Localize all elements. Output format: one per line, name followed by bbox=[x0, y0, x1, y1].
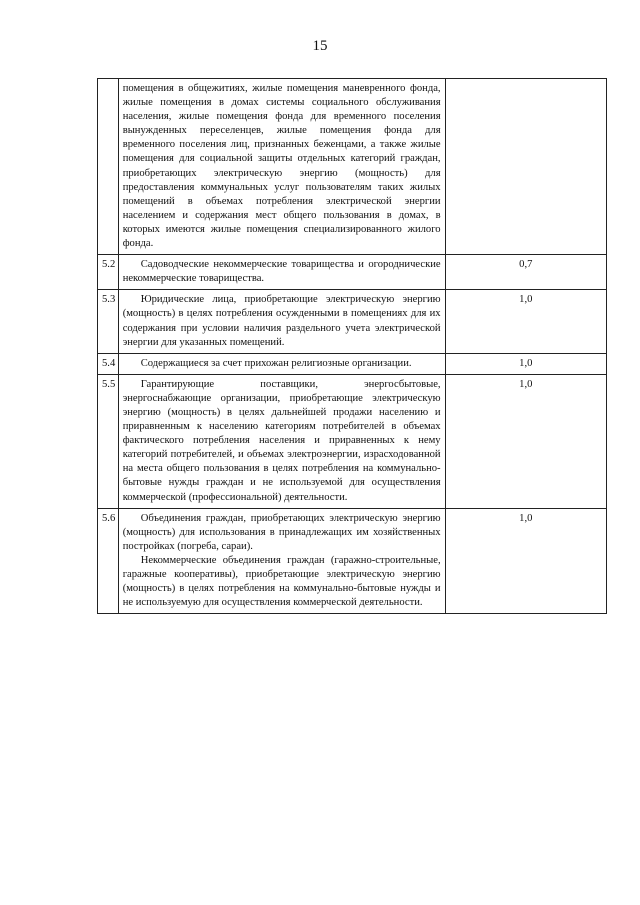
table-row bbox=[98, 255, 607, 290]
row-value: 1,0 bbox=[445, 508, 606, 614]
table-row bbox=[98, 79, 607, 255]
row-number: 5.2 bbox=[98, 255, 119, 290]
row-description bbox=[118, 79, 445, 255]
table-row bbox=[98, 508, 607, 614]
row-value: 1,0 bbox=[445, 290, 606, 353]
row-paragraph: Содержащиеся за счет прихожан религиозные организации. bbox=[140, 357, 412, 369]
row-value: 1,0 bbox=[445, 353, 606, 374]
tariff-table bbox=[97, 78, 607, 614]
row-description bbox=[118, 508, 445, 614]
page-number: 15 bbox=[312, 38, 328, 54]
row-number: 5.3 bbox=[98, 290, 119, 353]
row-description bbox=[118, 290, 445, 353]
row-paragraph: помещения в общежитиях, жилые помещения маневренного фонда, жилые помещения в домах системы социального обслуживания населения, жилые помещения фонда для временного поселения вынужденных переселенцев, жилые помещения фонда для временного поселения лиц, признанных беженцами, а также жилые помещения для социальной защиты отдельных категорий граждан, приобретающих электрическую энергию (мощность) для предоставления коммунальных услуг пользователям таких жилых помещений в объемах потребления электрической энергии населением и содержания мест общего пользования в домах, в которых имеются жилые помещения специализированного жилого фонда. bbox=[122, 83, 441, 250]
table-row bbox=[98, 290, 607, 353]
row-number: 5.5 bbox=[98, 374, 119, 508]
row-paragraph: Юридические лица, приобретающие электрическую энергию (мощность) в целях потребления осужденными в помещениях для их содержания при условии наличия раздельного учета электрической энергии для указанных помещений. bbox=[122, 294, 441, 348]
row-paragraph: Садоводческие некоммерческие товарищества и огороднические некоммерческие товарищества. bbox=[122, 259, 441, 285]
row-value bbox=[445, 79, 606, 255]
row-description bbox=[118, 255, 445, 290]
row-value: 1,0 bbox=[445, 374, 606, 508]
table-row bbox=[98, 374, 607, 508]
row-paragraph: Некоммерческие объединения граждан (гаражно-строительные, гаражные кооперативы), приобретающие электрическую энергию (мощность) в целях потребления на коммунально-бытовые нужды и не используемую для осуществления коммерческой деятельности. bbox=[122, 554, 441, 609]
row-paragraph: Объединения граждан, приобретающих электрическую энергию (мощность) для использования в принадлежащих им хозяйственных постройках (погреба, сараи). bbox=[122, 512, 441, 552]
row-description bbox=[118, 374, 445, 508]
row-paragraph: Гарантирующие поставщики, энергосбытовые, энергоснабжающие организации, приобретающие электрическую энергию (мощность) в целях дальнейшей продажи населению и приравненным к населению категориям потребителей в объемах фактического потребления населения и приравненных к нему категорий потребителей, и объемах электроэнергии, израсходованной на места общего пользования в целях потребления на коммунально-бытовые нужды граждан и не используемой для осуществления коммерческой (профессиональной) деятельности. bbox=[122, 378, 441, 503]
row-number: 5.4 bbox=[98, 353, 119, 374]
row-number bbox=[98, 79, 119, 255]
row-description bbox=[118, 353, 445, 374]
row-value: 0,7 bbox=[445, 255, 606, 290]
row-number: 5.6 bbox=[98, 508, 119, 614]
table-row bbox=[98, 353, 607, 374]
